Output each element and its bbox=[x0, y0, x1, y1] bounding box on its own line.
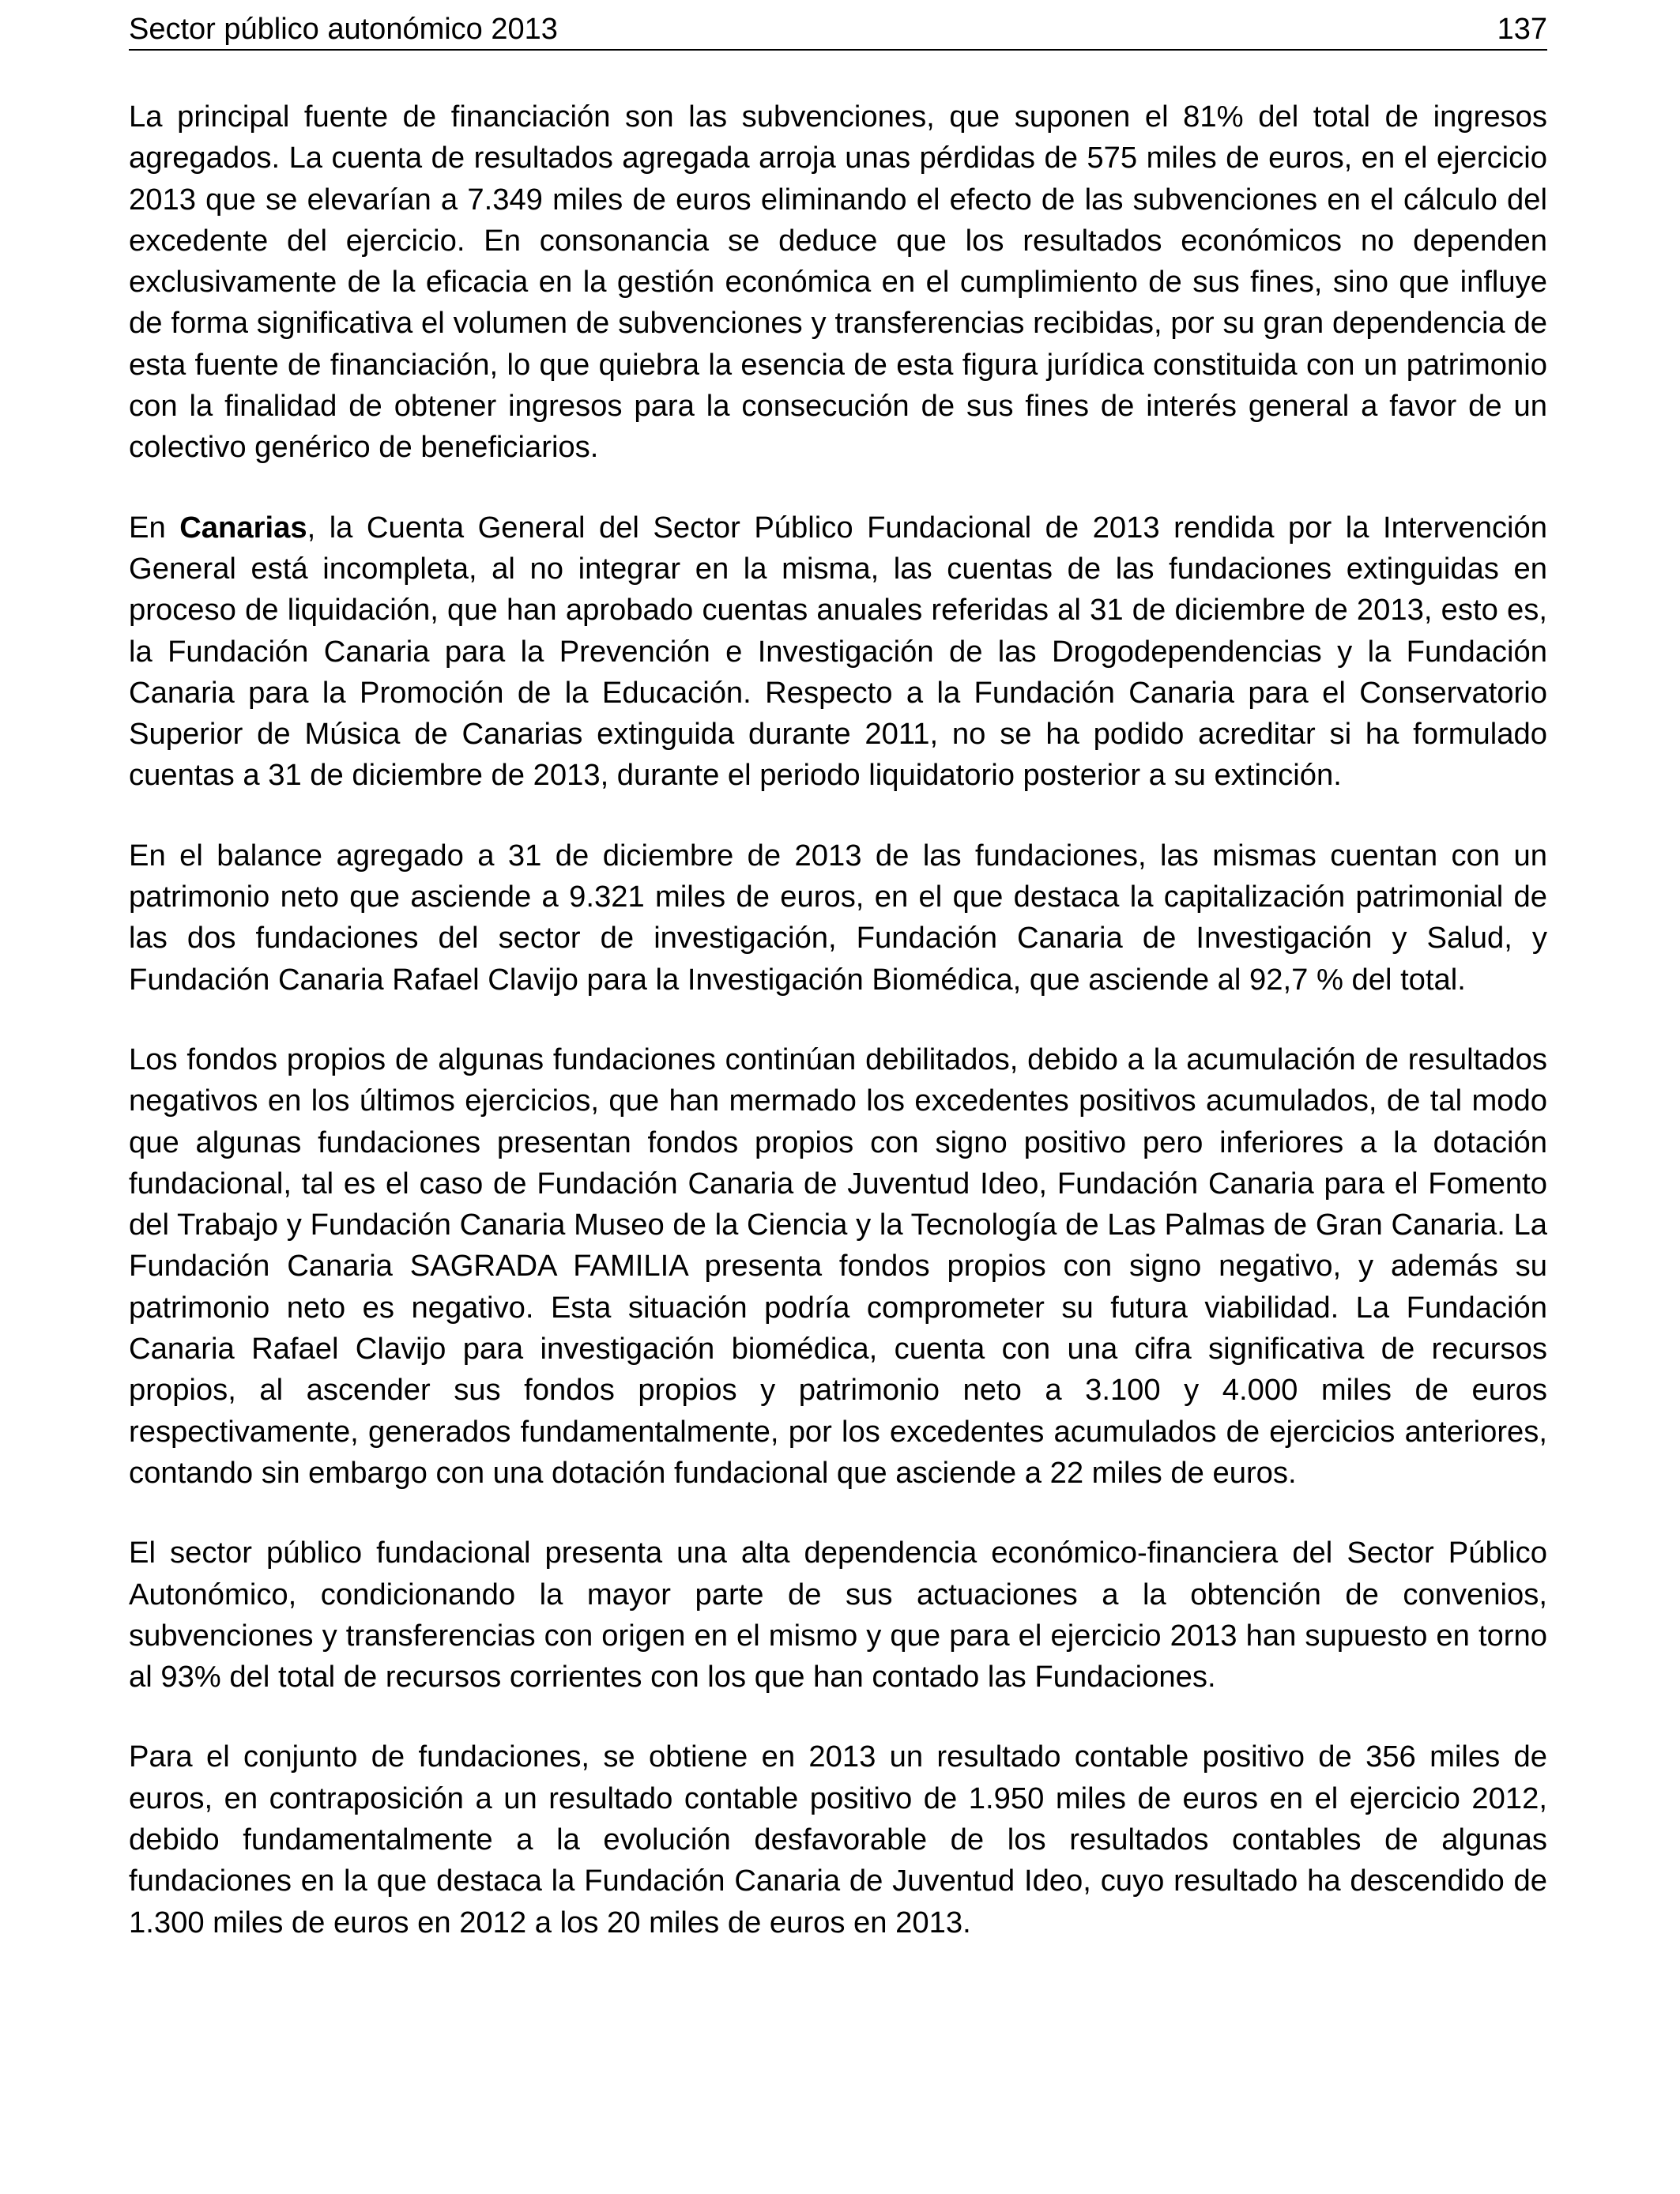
body-text bbox=[129, 96, 1547, 1943]
paragraph-canarias-rest: , la Cuenta General del Sector Público Fundacional de 2013 rendida por la Intervención General está incompleta, al no integrar en la misma, las cuentas de las fundaciones extinguidas en proceso de liquidación, que han aprobado cuentas anuales referidas al 31 de diciembre de 2013, esto es, la Fundación Canaria para la Prevención e Investigación de las Drogodependencias y la Fundación Canaria para la Promoción de la Educación. Respecto a la Fundación Canaria para el Conservatorio Superior de Música de Canarias extinguida durante 2011, no se ha podido acreditar si ha formulado cuentas a 31 de diciembre de 2013, durante el periodo liquidatorio posterior a su extinción. bbox=[129, 510, 1547, 793]
paragraph-balance: En el balance agregado a 31 de diciembre de 2013 de las fundaciones, las mismas cuentan con un patrimonio neto que asciende a 9.321 miles de euros, en el que destaca la capitalización patrimonial de las dos fundaciones del sector de investigación, Fundación Canaria de Investigación y Salud, y Fundación Canaria Rafael Clavijo para la Investigación Biomédica, que asciende al 92,7 % del total. bbox=[129, 838, 1547, 997]
document-page bbox=[129, 0, 1547, 1982]
paragraph-dependency: El sector público fundacional presenta una alta dependencia económico-financiera del Sector Público Autonómico, condicionando la mayor parte de sus actuaciones a la obtención de convenios, subvenciones y transferencias con origen en el mismo y que para el ejercicio 2013 han supuesto en torno al 93% del total de recursos corrientes con los que han contado las Fundaciones. bbox=[129, 1536, 1547, 1695]
paragraph-own-funds: Los fondos propios de algunas fundaciones continúan debilitados, debido a la acumulación de resultados negativos en los últimos ejercicios, que han mermado los excedentes positivos acumulados, de tal modo que algunas fundaciones presentan fondos propios con signo positivo pero inferiores a la dotación fundacional, tal es el caso de Fundación Canaria de Juventud Ideo, Fundación Canaria para el Fomento del Trabajo y Fundación Canaria Museo de la Ciencia y la Tecnología de Las Palmas de Gran Canaria. La Fundación Canaria SAGRADA FAMILIA presenta fondos propios con signo negativo, y además su patrimonio neto es negativo. Esta situación podría comprometer su futura viabilidad. La Fundación Canaria Rafael Clavijo para investigación biomédica, cuenta con una cifra significativa de recursos propios, al ascender sus fondos propios y patrimonio neto a 3.100 y 4.000 miles de euros respectivamente, generados fundamentalmente, por los excedentes acumulados de ejercicios anteriores, contando sin embargo con una dotación fundacional que asciende a 22 miles de euros. bbox=[129, 1042, 1547, 1490]
running-header bbox=[129, 6, 1547, 51]
region-name-bold: Canarias bbox=[179, 510, 307, 545]
paragraph-financing: La principal fuente de financiación son las subvenciones, que suponen el 81% del total de ingresos agregados. La cuenta de resultados agregada arroja unas pérdidas de 575 miles de euros, en el ejercicio 2013 que se elevarían a 7.349 miles de euros eliminando el efecto de las subvenciones en el cálculo del excedente del ejercicio. En consonancia se deduce que los resultados económicos no dependen exclusivamente de la eficacia en la gestión económica en el cumplimiento de sus fines, sino que influye de forma significativa el volumen de subvenciones y transferencias recibidas, por su gran dependencia de esta fuente de financiación, lo que quiebra la esencia de esta figura jurídica constituida con un patrimonio con la finalidad de obtener ingresos para la consecución de sus fines de interés general a favor de un colectivo genérico de beneficiarios. bbox=[129, 100, 1547, 465]
paragraph-canarias bbox=[129, 507, 1547, 797]
header-title: Sector público autonómico 2013 bbox=[129, 13, 558, 46]
page-number: 137 bbox=[1497, 13, 1547, 46]
paragraph-results: Para el conjunto de fundaciones, se obtiene en 2013 un resultado contable positivo de 356 miles de euros, en contraposición a un resultado contable positivo de 1.950 miles de euros en el ejercicio 2012, debido fundamentalmente a la evolución desfavorable de los resultados contables de algunas fundaciones en la que destaca la Fundación Canaria de Juventud Ideo, cuyo resultado ha descendido de 1.300 miles de euros en 2012 a los 20 miles de euros en 2013. bbox=[129, 1740, 1547, 1940]
paragraph-canarias-lead: En bbox=[129, 510, 180, 545]
